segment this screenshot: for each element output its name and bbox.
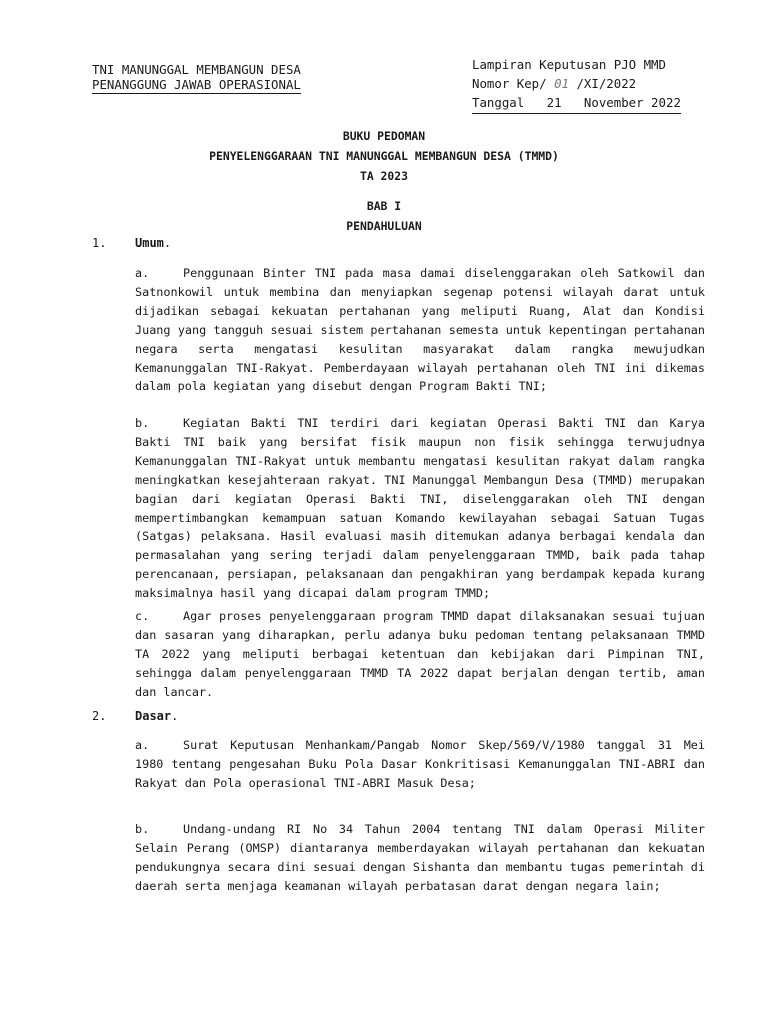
paragraph-label: a. [135,266,150,280]
title-line-1: BUKU PEDOMAN [342,129,426,143]
chapter-title: PENDAHULUAN [346,219,422,233]
paragraph-label: b. [135,416,150,430]
chapter-heading [0,196,768,236]
paragraph-1b [135,414,705,603]
date-label: Tanggal [472,95,525,110]
section-2-heading: Dasar. [135,709,179,723]
date-day: 21 [546,95,562,110]
paragraph-label: b. [135,822,150,836]
section-2-title: Dasar [135,709,172,723]
decree-date [472,93,681,114]
paragraph-text: Surat Keputusan Menhankam/Pangab Nomor Skep/569/V/1980 tanggal 31 Mei 1980 tentang pengesahan Buku Pola Dasar Konkritisasi Kemanunggalan TNI-ABRI dan Rakyat dan Pola operasional TNI-ABRI Masuk Desa; [135,738,705,790]
issuer-header [92,62,301,94]
issuer-line-1: TNI MANUNGGAL MEMBANGUN DESA [92,62,301,77]
decree-number [472,74,681,93]
date-month-year: November 2022 [583,95,681,110]
section-1-title: Umum [135,236,164,250]
section-1-heading: Umum. [135,236,172,250]
paragraph-text: Kegiatan Bakti TNI terdiri dari kegiatan Operasi Bakti TNI dan Karya Bakti TNI baik yang bersifat fisik maupun non fisik sehingga terwujudnya Kemanunggalan TNI-Rakyat untuk membantu mengatasi kesulitan rakyat dalam rangka meningkatkan kesejahteraan rakyat. TNI Manunggal Membangun Desa (TMMD) merupakan bagian dari kegiatan Operasi Bakti TNI, diselenggarakan oleh TNI dengan mempertimbangkan kemampuan satuan Komando kewilayahan sebagai Satuan Tugas (Satgas) pelaksana. Hasil evaluasi masih ditemukan adanya berbagai kendala dan permasalahan yang sering terjadi dalam penyelenggaraan TMMD, baik pada tahap perencanaan, persiapan, pelaksanaan dan pengakhiran yang berdampak kepada kurang maksimalnya hasil yang dicapai dalam program TMMD; [135,416,705,601]
attachment-title: Lampiran Keputusan PJO MMD [472,57,666,72]
title-line-3: TA 2023 [359,169,408,183]
issuer-line-2: PENANGGUNG JAWAB OPERASIONAL [92,77,301,92]
title-line-2: PENYELENGGARAAN TNI MANUNGGAL MEMBANGUN DESA (TMMD) [209,149,559,163]
paragraph-text: Undang-undang RI No 34 Tahun 2004 tentang TNI dalam Operasi Militer Selain Perang (OMSP) diantaranya memberdayakan wilayah pertahanan dan kekuatan pendukungnya secara dini sesuai dengan Sishanta dan membantu tugas pemerintah di daerah serta menjaga keamanan wilayah perbatasan darat dengan negara lain; [135,822,705,893]
decree-number-prefix: Nomor Kep/ [472,76,555,91]
chapter-label: BAB I [366,199,402,213]
paragraph-1c [135,607,705,702]
paragraph-2b [135,820,705,896]
attachment-reference [472,55,681,114]
document-title [0,126,768,186]
paragraph-1a [135,264,705,396]
section-1-number: 1. [92,236,107,250]
section-2-number: 2. [92,709,107,723]
paragraph-text: Agar proses penyelenggaraan program TMMD dapat dilaksanakan sesuai tujuan dan sasaran yang diharapkan, perlu adanya buku pedoman tentang pelaksanaan TMMD TA 2022 yang meliputi berbagai ketentuan dan kebijakan dari Pimpinan TNI, sehingga dalam penyelenggaraan TMMD TA 2022 dapat berjalan dengan tertib, aman dan lancar. [135,609,705,699]
decree-number-value: 01 [554,76,569,91]
paragraph-2a [135,736,705,793]
paragraph-label: a. [135,738,150,752]
paragraph-text: Penggunaan Binter TNI pada masa damai diselenggarakan oleh Satkowil dan Satnonkowil untuk membina dan menyiapkan segenap potensi wilayah darat untuk dijadikan sebagai kekuatan pertahanan yang meliputi Ruang, Alat dan Kondisi Juang yang tangguh sesuai sistem pertahanan semesta untuk kepentingan pertahanan negara serta mengatasi kesulitan masyarakat dalam rangka mewujudkan Kemanunggalan TNI-Rakyat. Pemberdayaan wilayah pertahanan oleh TNI ini dikemas dalam pola kegiatan yang disebut dengan Program Bakti TNI; [135,266,705,394]
paragraph-label: c. [135,609,150,623]
decree-number-suffix: /XI/2022 [568,76,637,91]
